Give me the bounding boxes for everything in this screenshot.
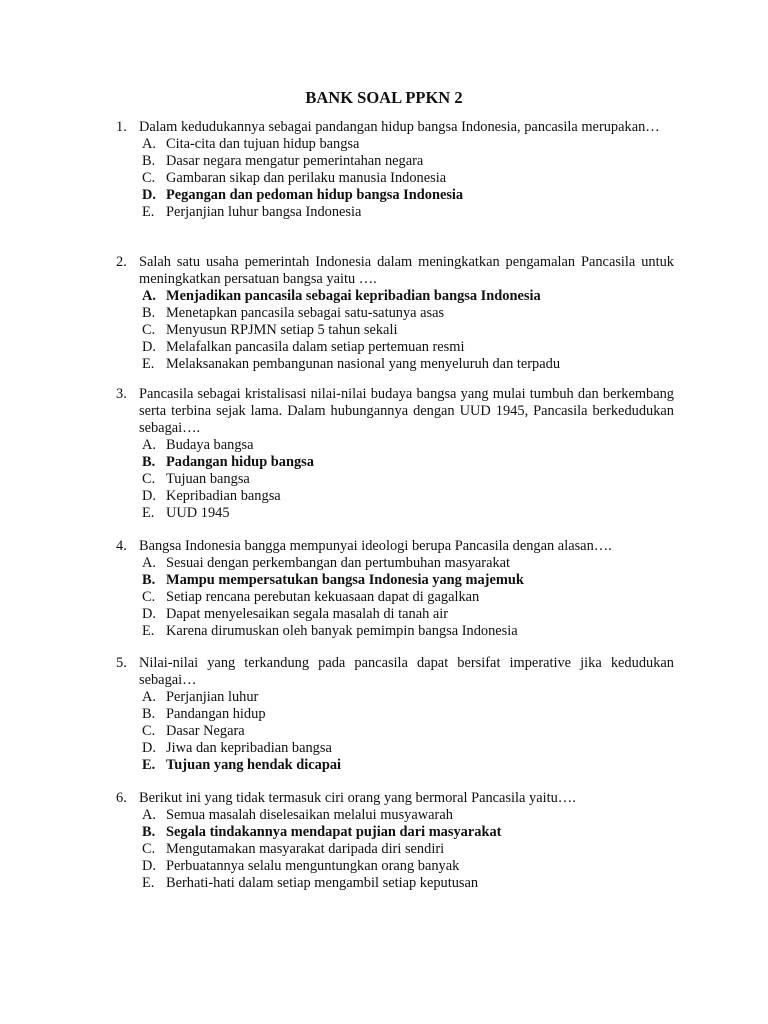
option-text: Setiap rencana perebutan kekuasaan dapat di gagalkan — [166, 589, 480, 605]
question-number: 5. — [116, 655, 127, 671]
option-text: Pegangan dan pedoman hidup bangsa Indonesia — [166, 187, 464, 203]
option-text: Menjadikan pancasila sebagai kepribadian bangsa Indonesia — [166, 288, 541, 304]
option-text: Segala tindakannya mendapat pujian dari masyarakat — [166, 824, 502, 840]
answer-option — [142, 170, 674, 187]
answer-option — [142, 841, 674, 858]
page-title: BANK SOAL PPKN 2 — [305, 88, 463, 107]
option-list — [116, 288, 674, 373]
option-letter: B. — [142, 454, 156, 470]
option-letter: D. — [142, 606, 156, 622]
option-list — [116, 555, 674, 640]
answer-option — [142, 322, 674, 339]
option-letter: B. — [142, 824, 156, 840]
option-text: Sesuai dengan perkembangan dan pertumbuhan masyarakat — [166, 555, 511, 571]
question-text: Nilai-nilai yang terkandung pada pancasila dapat bersifat imperative jika kedudukan sebagai… — [139, 655, 674, 688]
option-text: Mampu mempersatukan bangsa Indonesia yang majemuk — [166, 572, 524, 588]
option-letter: E. — [142, 505, 155, 521]
question-text: Dalam kedudukannya sebagai pandangan hidup bangsa Indonesia, pancasila merupakan… — [139, 119, 660, 135]
answer-option — [142, 757, 674, 774]
answer-option — [142, 505, 674, 522]
question-stem — [116, 119, 674, 136]
option-text: Mengutamakan masyarakat daripada diri sendiri — [166, 841, 445, 857]
question-number: 3. — [116, 386, 127, 402]
option-letter: D. — [142, 858, 156, 874]
option-text: Melaksanakan pembangunan nasional yang menyeluruh dan terpadu — [166, 356, 561, 372]
question — [116, 538, 674, 640]
question-stem — [116, 790, 674, 807]
option-letter: E. — [142, 757, 156, 773]
option-letter: D. — [142, 339, 156, 355]
question-stem — [116, 386, 674, 437]
answer-option — [142, 807, 674, 824]
option-letter: B. — [142, 305, 156, 321]
option-text: Dapat menyelesaikan segala masalah di tanah air — [166, 606, 449, 622]
answer-option — [142, 689, 674, 706]
answer-option — [142, 356, 674, 373]
question — [116, 790, 674, 892]
option-letter: E. — [142, 356, 155, 372]
option-letter: A. — [142, 288, 156, 304]
option-letter: A. — [142, 555, 156, 571]
option-list — [116, 437, 674, 522]
option-text: Dasar negara mengatur pemerintahan negara — [166, 153, 424, 169]
question-number: 4. — [116, 538, 127, 554]
question-stem — [116, 254, 674, 288]
option-text: Menyusun RPJMN setiap 5 tahun sekali — [166, 322, 398, 338]
option-text: Semua masalah diselesaikan melalui musyawarah — [166, 807, 453, 823]
option-letter: A. — [142, 437, 156, 453]
option-letter: E. — [142, 875, 155, 891]
option-text: Perjanjian luhur bangsa Indonesia — [166, 204, 362, 220]
question-text: Pancasila sebagai kristalisasi nilai-nilai budaya bangsa yang mulai tumbuh dan berkembang serta terbina sejak lama. Dalam hubungannya dengan UUD 1945, Pancasila berkedudukan sebagai…. — [139, 386, 674, 436]
answer-option — [142, 572, 674, 589]
option-letter: C. — [142, 841, 156, 857]
answer-option — [142, 339, 674, 356]
answer-option — [142, 437, 674, 454]
answer-option — [142, 136, 674, 153]
option-letter: C. — [142, 322, 156, 338]
answer-option — [142, 858, 674, 875]
option-list — [116, 689, 674, 774]
option-text: Dasar Negara — [166, 723, 245, 739]
answer-option — [142, 740, 674, 757]
answer-option — [142, 288, 674, 305]
option-letter: D. — [142, 187, 156, 203]
answer-option — [142, 589, 674, 606]
option-text: Padangan hidup bangsa — [166, 454, 314, 470]
answer-option — [142, 204, 674, 221]
option-letter: C. — [142, 589, 156, 605]
question-stem — [116, 655, 674, 689]
option-letter: C. — [142, 723, 156, 739]
answer-option — [142, 875, 674, 892]
answer-option — [142, 555, 674, 572]
option-text: Karena dirumuskan oleh banyak pemimpin bangsa Indonesia — [166, 623, 518, 639]
answer-option — [142, 606, 674, 623]
option-letter: B. — [142, 153, 156, 169]
question — [116, 254, 674, 373]
option-text: Perbuatannya selalu menguntungkan orang banyak — [166, 858, 460, 874]
option-letter: D. — [142, 740, 156, 756]
option-letter: E. — [142, 204, 155, 220]
option-text: Cita-cita dan tujuan hidup bangsa — [166, 136, 360, 152]
question-text: Salah satu usaha pemerintah Indonesia dalam meningkatkan pengamalan Pancasila untuk meningkatkan persatuan bangsa yaitu …. — [139, 254, 674, 287]
question-text: Bangsa Indonesia bangga mempunyai ideologi berupa Pancasila dengan alasan…. — [139, 538, 612, 554]
option-text: Jiwa dan kepribadian bangsa — [166, 740, 332, 756]
option-list — [116, 136, 674, 221]
option-text: Kepribadian bangsa — [166, 488, 281, 504]
option-text: Menetapkan pancasila sebagai satu-satunya asas — [166, 305, 445, 321]
option-text: Pandangan hidup — [166, 706, 266, 722]
option-letter: E. — [142, 623, 155, 639]
question — [116, 386, 674, 522]
option-text: Gambaran sikap dan perilaku manusia Indonesia — [166, 170, 447, 186]
question — [116, 119, 674, 221]
option-text: UUD 1945 — [166, 505, 230, 521]
option-letter: A. — [142, 689, 156, 705]
answer-option — [142, 153, 674, 170]
option-letter: C. — [142, 170, 156, 186]
option-letter: B. — [142, 706, 156, 722]
question — [116, 655, 674, 774]
answer-option — [142, 488, 674, 505]
option-list — [116, 807, 674, 892]
answer-option — [142, 454, 674, 471]
option-letter: B. — [142, 572, 156, 588]
option-text: Melafalkan pancasila dalam setiap pertemuan resmi — [166, 339, 465, 355]
option-letter: A. — [142, 807, 156, 823]
option-text: Tujuan bangsa — [166, 471, 250, 487]
answer-option — [142, 471, 674, 488]
question-number: 6. — [116, 790, 127, 806]
option-letter: A. — [142, 136, 156, 152]
answer-option — [142, 623, 674, 640]
option-text: Perjanjian luhur — [166, 689, 259, 705]
question-text: Berikut ini yang tidak termasuk ciri orang yang bermoral Pancasila yaitu…. — [139, 790, 576, 806]
option-text: Tujuan yang hendak dicapai — [166, 757, 342, 773]
question-number: 1. — [116, 119, 127, 135]
question-stem — [116, 538, 674, 555]
question-number: 2. — [116, 254, 127, 270]
answer-option — [142, 723, 674, 740]
answer-option — [142, 187, 674, 204]
option-text: Berhati-hati dalam setiap mengambil setiap keputusan — [166, 875, 479, 891]
option-letter: D. — [142, 488, 156, 504]
answer-option — [142, 305, 674, 322]
answer-option — [142, 706, 674, 723]
option-letter: C. — [142, 471, 156, 487]
option-text: Budaya bangsa — [166, 437, 254, 453]
answer-option — [142, 824, 674, 841]
